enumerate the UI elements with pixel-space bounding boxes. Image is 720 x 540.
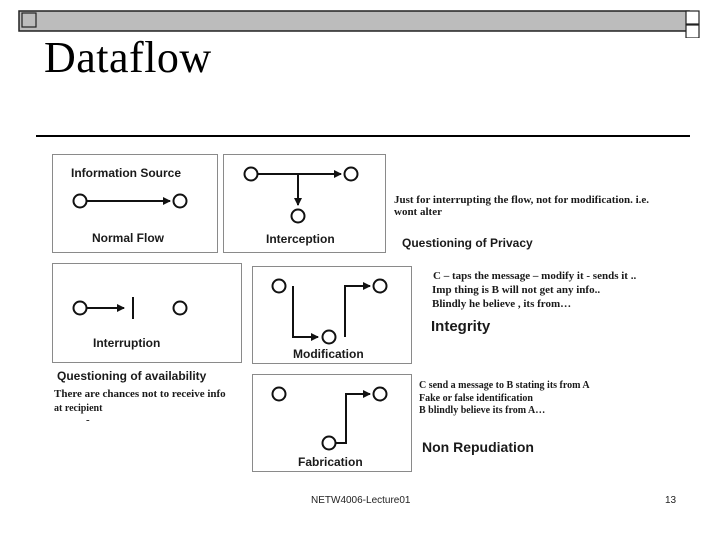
destination-node: [174, 302, 187, 315]
destination-node: [374, 388, 387, 401]
source-node: [74, 195, 87, 208]
modification-note-line3: Blindly he believe , its from…: [432, 298, 572, 310]
footer-text: NETW4006-Lecture01: [311, 495, 411, 506]
page-title: Dataflow: [44, 33, 212, 82]
modification-label: Modification: [293, 347, 364, 361]
interception-label: Interception: [266, 232, 335, 246]
modification-diagram: [273, 280, 387, 344]
destination-node: [374, 280, 387, 293]
interception-diagram: [245, 168, 358, 223]
stray-mark: -: [86, 414, 90, 426]
interruption-diagram: [74, 297, 187, 319]
interruption-label: Interruption: [93, 336, 161, 350]
destination-node: [345, 168, 358, 181]
availability-note-line1: There are chances not to receive info: [54, 388, 226, 400]
source-node: [245, 168, 258, 181]
interception-note-line2: wont alter: [394, 206, 442, 218]
normal-flow-diagram: [74, 195, 187, 208]
interception-note-line1: Just for interrupting the flow, not for modification. i.e.: [394, 194, 650, 206]
modifier-node: [323, 331, 336, 344]
normal-flow-label: Normal Flow: [92, 231, 165, 245]
information-source-label: Information Source: [71, 166, 182, 180]
availability-note-line2: at recipient: [54, 403, 103, 414]
fabrication-note-line1: C send a message to B stating its from A: [419, 380, 590, 391]
non-repudiation-caption: Non Repudiation: [422, 439, 534, 455]
destination-node: [174, 195, 187, 208]
fabricator-node: [323, 437, 336, 450]
privacy-caption: Questioning of Privacy: [402, 236, 533, 250]
fabrication-note-line2: Fake or false identification: [419, 393, 533, 404]
page-number: 13: [665, 495, 677, 506]
interceptor-node: [292, 210, 305, 223]
source-node: [74, 302, 87, 315]
source-node: [273, 388, 286, 401]
source-node: [273, 280, 286, 293]
integrity-caption: Integrity: [431, 318, 491, 335]
fabrication-note-line3: B blindly believe its from A…: [419, 405, 546, 416]
modification-note-line2: Imp thing is B will not get any info..: [432, 284, 601, 296]
availability-caption: Questioning of availability: [57, 369, 207, 383]
fabrication-label: Fabrication: [298, 455, 363, 469]
modification-note-line1: C – taps the message – modify it - sends it ..: [433, 270, 637, 282]
fabrication-diagram: [273, 388, 387, 450]
